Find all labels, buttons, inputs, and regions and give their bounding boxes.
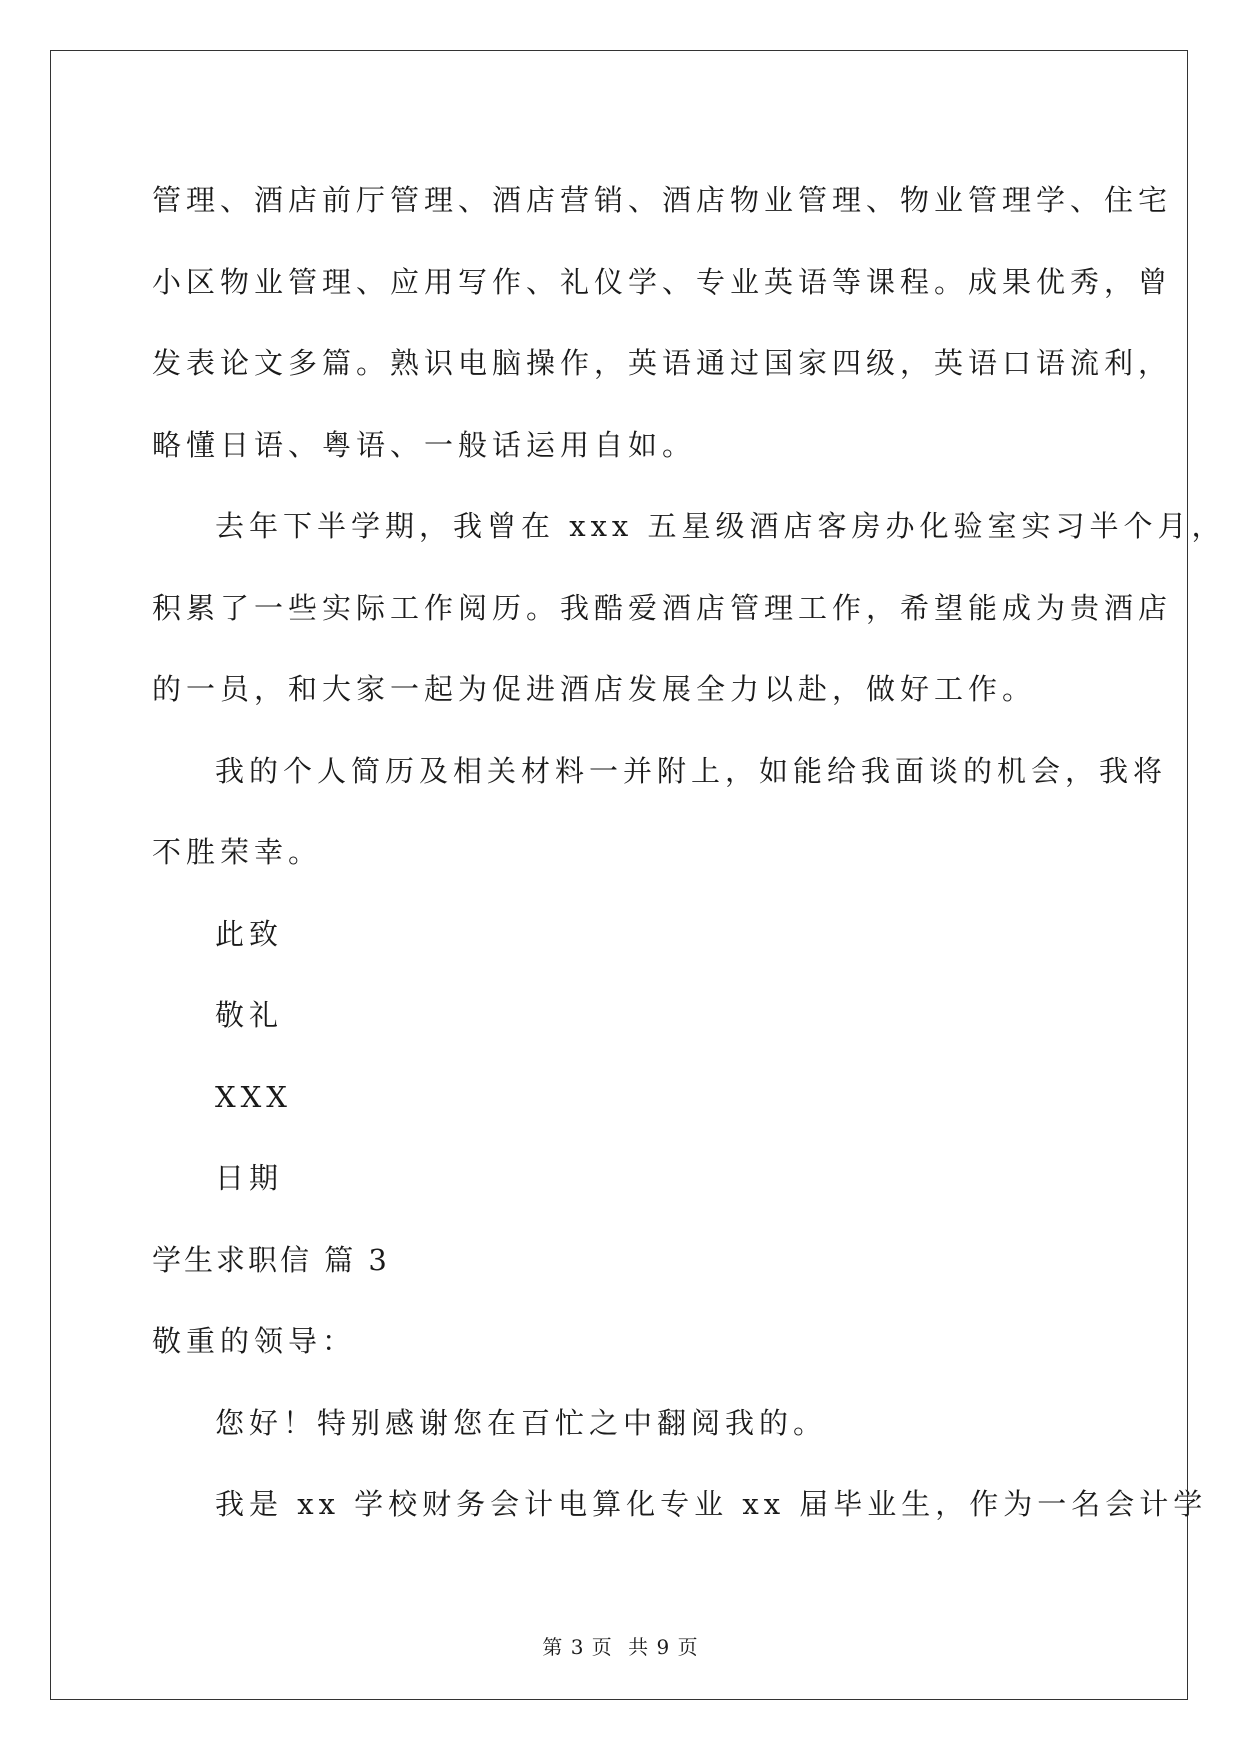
page-footer (0, 1631, 1241, 1660)
paragraph-line: 积累了一些实际工作阅历。我酷爱酒店管理工作，希望能成为贵酒店 (152, 590, 1173, 625)
paragraph-line: 您好！特别感谢您在百忙之中翻阅我的。 (215, 1405, 828, 1440)
signature-name: XXX (215, 1079, 292, 1114)
letter-greeting: 敬重的领导： (152, 1324, 357, 1358)
paragraph-line: 我的个人简历及相关材料一并附上，如能给我面谈的机会，我将 (215, 753, 1168, 788)
paragraph-line: 管理、酒店前厅管理、酒店营销、酒店物业管理、物业管理学、住宅 (152, 183, 1173, 217)
paragraph-line: 不胜荣幸。 (152, 835, 323, 869)
paragraph-line: 的一员，和大家一起为促进酒店发展全力以赴，做好工作。 (152, 672, 1037, 706)
page-number: 第 3 页 (542, 1635, 613, 1659)
paragraph-line: 小区物业管理、应用写作、礼仪学、专业英语等课程。成果优秀，曾 (152, 264, 1173, 299)
closing-regards: 敬礼 (215, 998, 284, 1032)
section-title: 学生求职信 篇 3 (152, 1242, 390, 1277)
paragraph-line: 我是 xx 学校财务会计电算化专业 xx 届毕业生，作为一名会计学 (215, 1487, 1208, 1521)
closing-salutation: 此致 (215, 916, 284, 951)
document-body (152, 160, 1226, 1546)
signature-date: 日期 (215, 1161, 284, 1195)
paragraph-line: 略懂日语、粤语、一般话运用自如。 (152, 427, 697, 462)
paragraph-line: 去年下半学期，我曾在 xxx 五星级酒店客房办化验室实习半个月， (215, 509, 1226, 543)
paragraph-line: 发表论文多篇。熟识电脑操作，英语通过国家四级，英语口语流利， (152, 346, 1173, 380)
page-total: 共 9 页 (628, 1635, 699, 1659)
